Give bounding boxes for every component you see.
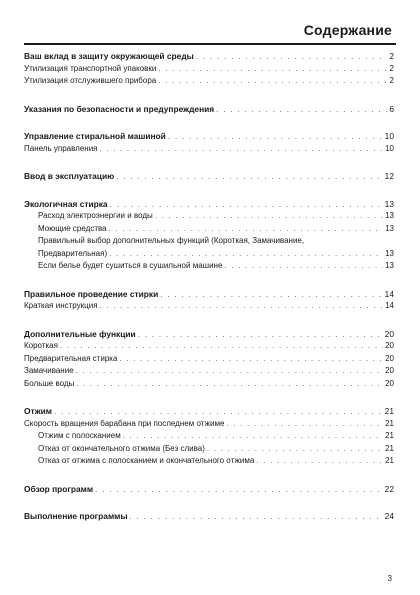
toc-entry-label: Отжим с полосканием	[38, 431, 121, 440]
toc-entry-label-cont: Предварительная)	[38, 248, 108, 258]
toc-page-ref: 12	[384, 171, 394, 181]
toc-page-ref: 2	[389, 51, 394, 61]
toc-section	[24, 198, 394, 273]
dot-leader	[109, 223, 384, 236]
toc-heading-label: Дополнительные функции	[24, 328, 136, 339]
dot-leader	[224, 260, 383, 273]
dot-leader	[168, 130, 383, 143]
toc-page-ref: 10	[385, 143, 394, 153]
toc-heading-label: Управление стиральной машиной	[24, 131, 166, 141]
dot-leader	[76, 365, 383, 378]
toc-entry-label: Расход электроэнергии и воды	[38, 211, 153, 220]
toc-heading[interactable]	[24, 170, 394, 183]
toc-page-ref: 20	[385, 341, 394, 350]
toc-page-ref: 21	[385, 431, 394, 440]
toc-entry-label: Отказ от отжима с полосканием и окончательного отжима	[38, 456, 255, 465]
toc-page-ref: 2	[389, 76, 394, 85]
toc-entry-label: Моющие средства	[38, 223, 107, 233]
toc-heading[interactable]	[24, 510, 394, 523]
dot-leader	[226, 418, 383, 431]
toc-entry-label: Правильный выбор дополнительных функций (Короткая, Замачивание,	[38, 236, 305, 245]
toc-entry[interactable]	[24, 143, 394, 156]
toc-page-ref: 21	[384, 406, 394, 416]
toc-entry-label: Краткая инструкция	[24, 301, 98, 310]
toc-heading-label: Ваш вклад в защиту окружающей среды	[24, 51, 194, 61]
dot-leader	[158, 63, 387, 76]
page-number: 3	[387, 574, 392, 583]
toc-page-ref: 13	[384, 198, 394, 209]
toc-entry[interactable]	[24, 365, 394, 378]
toc-page-ref: 21	[385, 418, 394, 428]
toc-entry[interactable]	[24, 378, 394, 391]
toc-entry-label: Если белье будет сушиться в сушильной машине	[38, 261, 223, 270]
dot-leader	[60, 340, 383, 353]
toc-heading[interactable]	[24, 130, 394, 143]
toc-heading-label: Обзор программ	[24, 483, 94, 494]
toc-section	[24, 170, 394, 183]
toc-page-ref: 13	[385, 211, 394, 220]
toc-section	[24, 328, 394, 391]
toc-entry[interactable]	[24, 455, 394, 468]
dot-leader	[216, 103, 387, 116]
dot-leader	[138, 328, 383, 341]
toc-entry-label: Короткая	[24, 341, 58, 350]
toc-heading-label: Экологичная стирка	[24, 198, 108, 209]
toc-entry[interactable]	[24, 235, 394, 260]
toc-entry[interactable]	[24, 430, 394, 443]
toc-heading[interactable]	[24, 288, 394, 301]
toc-page-ref: 20	[385, 378, 394, 388]
dot-leader	[119, 353, 383, 366]
toc-page-ref: 2	[389, 63, 394, 73]
toc-entry-label: Предварительная стирка	[24, 353, 118, 363]
toc-entry[interactable]	[24, 353, 394, 366]
title-divider	[24, 43, 396, 45]
dot-leader	[123, 430, 383, 443]
dot-leader	[76, 378, 383, 391]
toc-page-ref: 21	[385, 443, 394, 453]
toc-heading[interactable]	[24, 198, 394, 211]
toc-page-ref: 24	[384, 511, 394, 521]
dot-leader	[158, 75, 387, 88]
dot-leader	[100, 300, 384, 313]
toc-entry[interactable]	[24, 300, 394, 313]
toc-entry[interactable]	[24, 340, 394, 353]
dot-leader	[110, 198, 383, 211]
dot-leader	[95, 483, 383, 496]
toc-entry[interactable]	[24, 260, 394, 273]
toc-page-ref: 22	[384, 483, 394, 494]
toc-heading-label: Указания по безопасности и предупреждения	[24, 103, 215, 114]
toc-page-ref: 20	[384, 328, 394, 339]
toc-section	[24, 405, 394, 468]
toc-entry-label: Отказ от окончательного отжима (Без слива)	[38, 443, 205, 453]
dot-leader	[196, 50, 388, 63]
toc-entry[interactable]	[24, 418, 394, 431]
dot-leader	[130, 510, 383, 523]
toc-heading-label: Отжим	[24, 406, 52, 416]
toc-section	[24, 103, 394, 116]
toc-page-ref: 13	[385, 261, 394, 270]
toc-entry[interactable]	[24, 223, 394, 236]
toc-entry-label: Утилизация отслужившего прибора	[24, 76, 157, 85]
toc-page-ref: 13	[385, 223, 394, 233]
toc-entry[interactable]	[24, 75, 394, 88]
toc-section	[24, 288, 394, 313]
toc-entry[interactable]	[24, 210, 394, 223]
toc-entry-label: Замачивание	[24, 366, 74, 375]
toc-section	[24, 483, 394, 496]
toc-heading[interactable]	[24, 483, 394, 496]
dot-leader	[207, 443, 383, 456]
toc-heading[interactable]	[24, 103, 394, 116]
toc-page-ref: 6	[389, 103, 394, 114]
toc-page-ref: 14	[385, 301, 394, 310]
dot-leader	[155, 210, 383, 223]
toc-heading-label: Выполнение программы	[24, 511, 128, 521]
toc-page-ref: 20	[385, 366, 394, 375]
toc-page-ref: 14	[384, 288, 394, 299]
toc-section	[24, 130, 394, 155]
toc-page-ref: 10	[384, 131, 394, 141]
toc-entry-label: Скорость вращения барабана при последнем отжиме	[24, 418, 225, 428]
dot-leader	[160, 288, 382, 301]
toc-section	[24, 510, 394, 523]
dot-leader	[116, 170, 382, 183]
toc-entry[interactable]	[24, 443, 394, 456]
toc-heading[interactable]	[24, 328, 394, 341]
toc-entry-label: Утилизация транспортной упаковки	[24, 63, 157, 73]
toc-section	[24, 50, 394, 88]
toc-page-ref: 13	[385, 248, 394, 258]
toc-heading[interactable]	[24, 50, 394, 63]
dot-leader	[54, 405, 383, 418]
table-of-contents	[24, 50, 394, 538]
toc-entry-label: Больше воды	[24, 378, 75, 388]
toc-heading-label: Правильное проведение стирки	[24, 288, 159, 299]
dot-leader	[109, 248, 383, 261]
dot-leader	[100, 143, 384, 156]
toc-page-ref: 20	[385, 353, 394, 363]
toc-heading-label: Ввод в эксплуатацию	[24, 171, 115, 181]
page-title: Содержание	[303, 22, 392, 38]
toc-page-ref: 21	[385, 456, 394, 465]
toc-heading[interactable]	[24, 405, 394, 418]
toc-entry-label: Панель управления	[24, 143, 98, 153]
dot-leader	[256, 455, 383, 468]
toc-entry[interactable]	[24, 63, 394, 76]
